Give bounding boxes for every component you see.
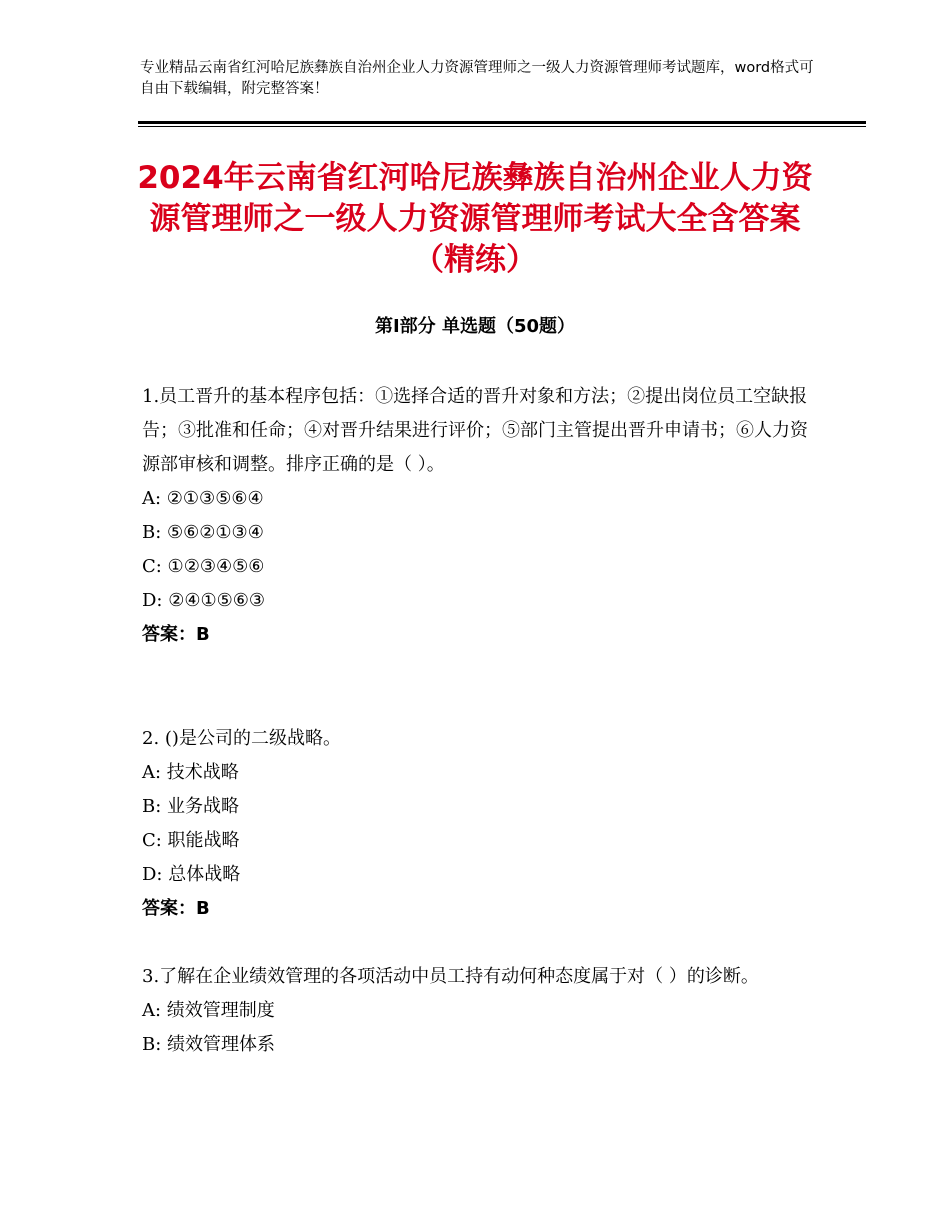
option-d: D: 总体战略 — [142, 864, 241, 885]
question-2 — [142, 722, 822, 926]
answer: 答案：B — [142, 898, 210, 919]
answer: 答案：B — [142, 624, 210, 645]
question-stem: 3.了解在企业绩效管理的各项活动中员工持有动何种态度属于对（ ）的诊断。 — [142, 966, 759, 987]
question-stem: 2. ()是公司的二级战略。 — [142, 728, 341, 749]
question-3 — [142, 960, 822, 1062]
option-d: D: ②④①⑤⑥③ — [142, 590, 266, 611]
option-a: A: ②①③⑤⑥④ — [142, 488, 264, 509]
option-b: B: 绩效管理体系 — [142, 1034, 276, 1055]
option-a: A: 绩效管理制度 — [142, 1000, 275, 1021]
option-c: C: 职能战略 — [142, 830, 240, 851]
option-b: B: 业务战略 — [142, 796, 240, 817]
document-title: 2024年云南省红河哈尼族彝族自治州企业人力资源管理师之一级人力资源管理师考试大全含答案（精练） — [137, 160, 813, 278]
option-b: B: ⑤⑥②①③④ — [142, 522, 264, 543]
header-note: 专业精品云南省红河哈尼族彝族自治州企业人力资源管理师之一级人力资源管理师考试题库，word格式可自由下载编辑，附完整答案！ — [140, 60, 814, 97]
question-stem: 1.员工晋升的基本程序包括：①选择合适的晋升对象和方法；②提出岗位员工空缺报告；③批准和任命；④对晋升结果进行评价；⑤部门主管提出晋升申请书；⑥人力资源部审核和调整。排序正确的是（ ）。 — [142, 386, 808, 475]
section-title: 第Ⅰ部分 单选题（50题） — [374, 316, 575, 337]
question-1 — [142, 380, 822, 652]
option-c: C: ①②③④⑤⑥ — [142, 556, 265, 577]
header-rule-thin — [138, 126, 866, 127]
option-a: A: 技术战略 — [142, 762, 239, 783]
header-rule-thick — [138, 121, 866, 124]
